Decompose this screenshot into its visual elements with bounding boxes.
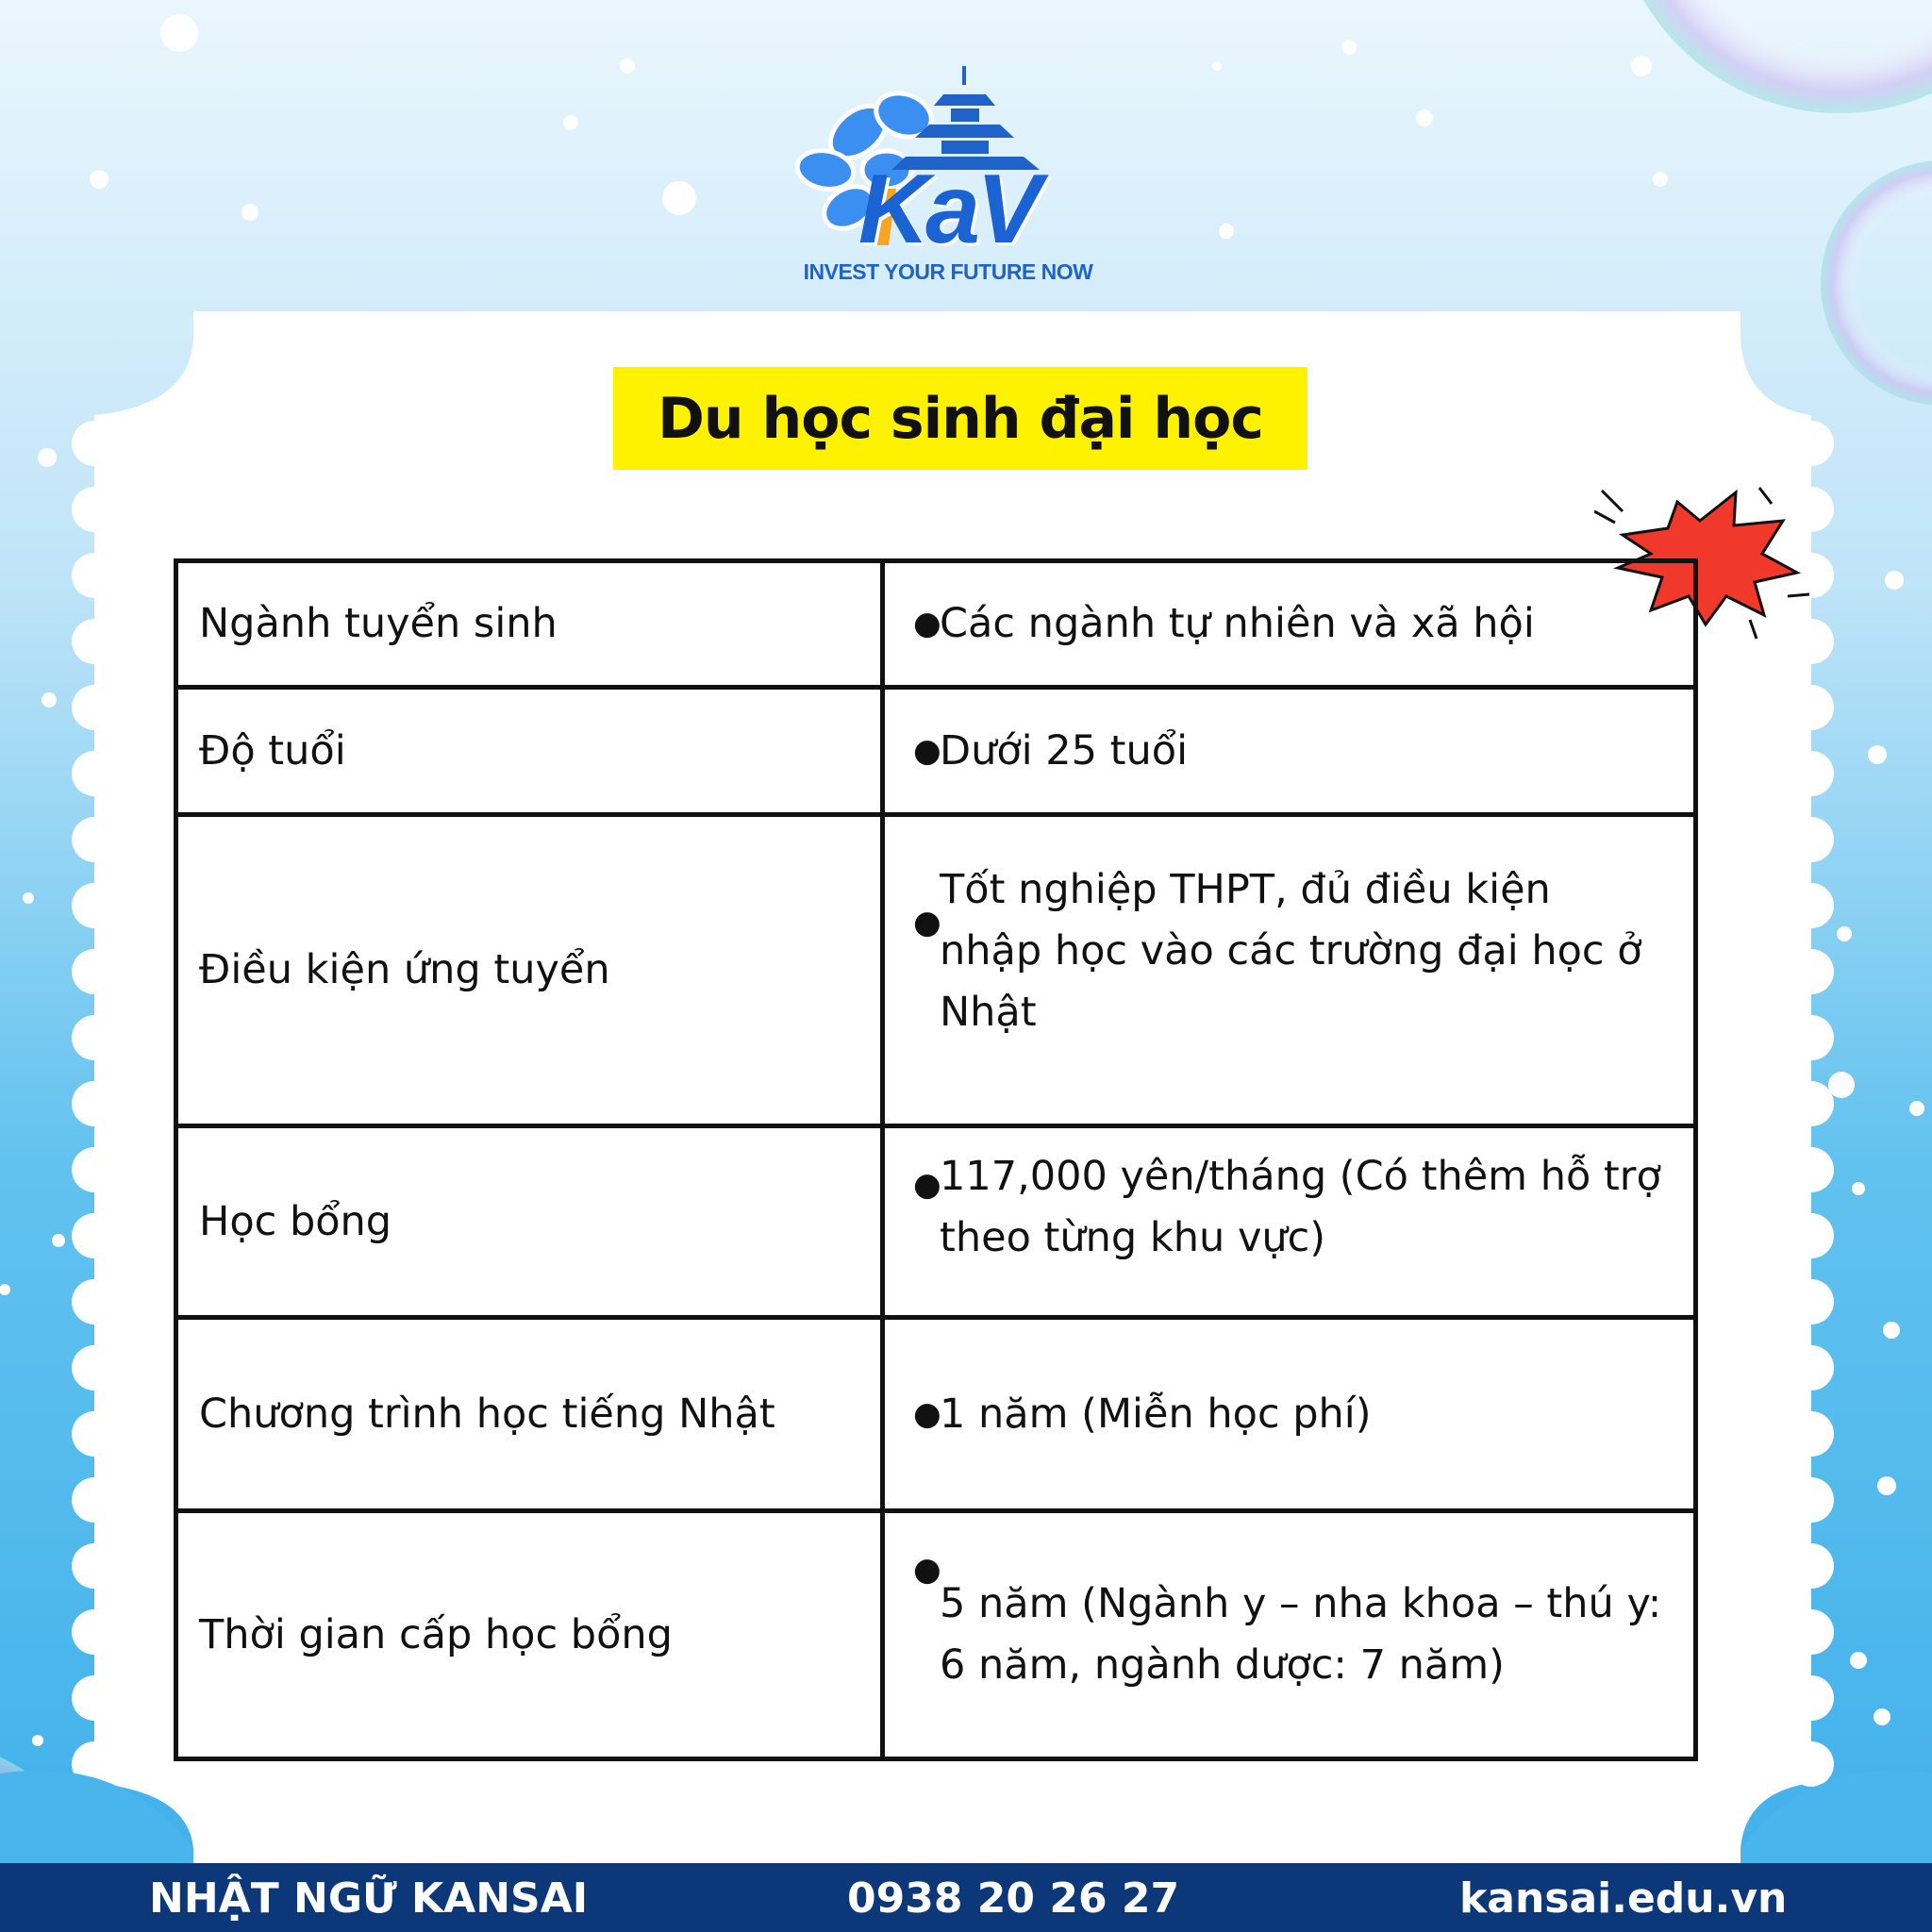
info-table [174,558,1698,1761]
logo-wordmark: KaV [858,155,1039,264]
footer-brand-name: NHẬT NGỮ KANSAI [149,1874,589,1923]
bullet-icon: ● [913,1551,941,1589]
row-value: Dưới 25 tuổi [940,726,1189,774]
row-value: Các ngành tự nhiên và xã hội [940,600,1535,647]
row-value-cell [883,561,1696,688]
table-row [176,561,1696,688]
page-title: Du học sinh đại học [658,385,1263,452]
row-label: Ngành tuyển sinh [176,561,883,688]
row-value-cell [883,1318,1696,1511]
bullet-icon: ● [913,605,941,642]
row-value-cell [883,1511,1696,1759]
bullet-icon: ● [913,1394,941,1433]
table-row [176,815,1696,1126]
row-value: Tốt nghiệp THPT, đủ điều kiện nhập học vào các trường đại học ở Nhật [940,866,1642,1036]
row-label: Điều kiện ứng tuyển [176,815,883,1126]
footer-phone[interactable]: 0938 20 26 27 [847,1874,1180,1923]
bullet-icon: ● [913,731,941,770]
kav-logo [792,57,1104,292]
row-label: Chương trình học tiếng Nhật [176,1318,883,1511]
bullet-icon: ● [913,1166,941,1204]
row-label: Thời gian cấp học bổng [176,1511,883,1759]
table-row [176,1511,1696,1759]
row-label: Học bổng [176,1126,883,1318]
bullet-icon: ● [913,904,941,941]
row-label: Độ tuổi [176,688,883,815]
row-value: 1 năm (Miễn học phí) [940,1390,1372,1438]
row-value: 117,000 yên/tháng (Có thêm hỗ trợ theo từng khu vực) [940,1153,1661,1261]
row-value: 5 năm (Ngành y – nha khoa – thú y: 6 năm, ngành dược: 7 năm) [940,1580,1662,1689]
title-banner [613,367,1307,470]
row-value-cell [883,815,1696,1126]
logo-tagline: INVEST YOUR FUTURE NOW [803,259,1093,284]
row-value-cell [883,688,1696,815]
footer-bar [0,1863,1932,1932]
table-row [176,1318,1696,1511]
table-row [176,688,1696,815]
footer-website-link[interactable]: kansai.edu.vn [1459,1874,1788,1923]
row-value-cell [883,1126,1696,1318]
table-row [176,1126,1696,1318]
